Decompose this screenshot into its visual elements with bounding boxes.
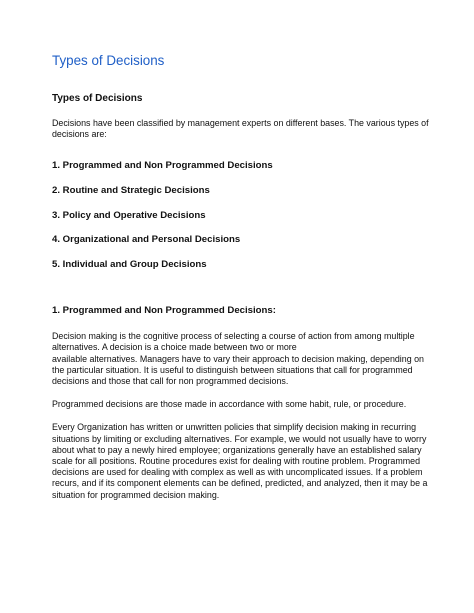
paragraph-programmed: [52, 399, 430, 410]
text-line: Programmed decisions are those made in accordance with some habit, rule, or procedure.: [52, 399, 407, 410]
list-item: 3. Policy and Operative Decisions: [52, 209, 206, 221]
paragraph-policies: [52, 422, 430, 500]
text-line: Every Organization has written or unwritten policies that simplify decision making in recurring: [52, 422, 417, 433]
text-line: decisions are used for dealing with complex as well as with uncomplicated issues. If a problem: [52, 467, 423, 478]
text-line: recurs, and if its component elements can be defined, predicted, and analyzed, then it may be a: [52, 478, 428, 489]
text-line: alternatives. A decision is a choice made between two or more: [52, 342, 297, 353]
intro-paragraph: [52, 118, 430, 140]
paragraph-definition: [52, 331, 430, 387]
list-item: 2. Routine and Strategic Decisions: [52, 185, 210, 197]
document-body: [52, 92, 430, 501]
list-item: 1. Programmed and Non Programmed Decisions: [52, 160, 273, 172]
text-line: scale for all positions. Routine procedures exist for dealing with routine problem. Programmed: [52, 455, 421, 466]
list-item: 4. Organizational and Personal Decisions: [52, 234, 241, 246]
text-line: decisions are:: [52, 129, 107, 140]
text-line: available alternatives. Managers have to vary their approach to decision making, depending on: [52, 353, 424, 364]
document-title: Types of Decisions: [52, 53, 165, 68]
list-item: 5. Individual and Group Decisions: [52, 259, 207, 271]
subsection-heading: 1. Programmed and Non Programmed Decisions:: [52, 305, 276, 317]
text-line: Decision making is the cognitive process of selecting a course of action from among multiple: [52, 331, 415, 342]
decision-types-list: [52, 160, 430, 271]
section-heading: Types of Decisions: [52, 93, 143, 104]
text-line: about what to pay a newly hired employee; organizations generally have an established salary: [52, 444, 422, 455]
text-line: Decisions have been classified by management experts on different bases. The various types of: [52, 118, 429, 128]
text-line: decisions and those that call for non programmed decisions.: [52, 375, 289, 386]
text-line: situations by limiting or excluding alternatives. For example, we would not usually have to worry: [52, 433, 427, 444]
text-line: situation for programmed decision making.: [52, 489, 220, 500]
text-line: the particular situation. It is useful to distinguish between situations that call for programmed: [52, 364, 413, 375]
